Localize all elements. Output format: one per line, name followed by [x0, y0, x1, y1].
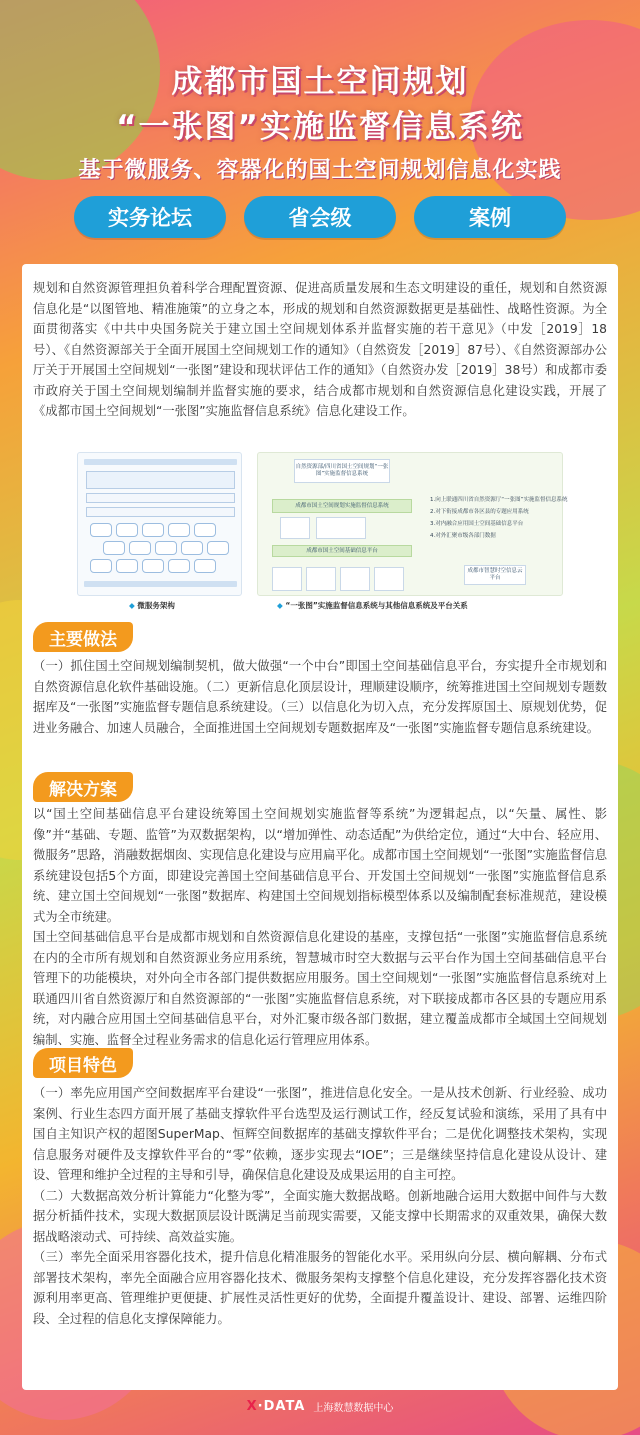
- city-system-box: 成都市国土空间规划实施监督信息系统: [272, 499, 412, 513]
- relation-note-2: 2.对下衔接成都市各区县的专题应用系统: [430, 509, 529, 515]
- relation-note-3: 3.对内融合应用国土空间基础信息平台: [430, 521, 524, 527]
- section-heading-main-practice: 主要做法: [33, 622, 133, 652]
- subtitle: 基于微服务、容器化的国土空间规划信息化实践: [78, 158, 562, 183]
- footer-org-name: 上海数慧数据中心: [313, 1402, 394, 1414]
- figure-caption-left: ◆ 微服务架构: [129, 600, 175, 611]
- section-heading-solution: 解决方案: [33, 772, 133, 802]
- logo-x-mark: X: [246, 1398, 258, 1414]
- ministry-system-box: 自然资源部/四川省国土空间规划“一张图”实施监督信息系统: [294, 459, 390, 483]
- tag-row: [0, 196, 640, 238]
- figure-area: [77, 452, 568, 612]
- section-body-features: （一）率先应用国产空间数据库平台建设“一张图”，推进信息化安全。一是从技术创新、行业经验、成功案例、行业生态四方面开展了基础支撑软件平台选型及运行测试工作，经反复试验和演练，采用了具有中国自主知识产权的超图SuperMap、恒辉空间数据库的基础支撑软件平台；二是优化调整技术架构，实现信息服务对硬件及支撑软件平台的“零”依赖，逐步实现去“IOE”；三是继续坚持信息化建设从设计、建设、管理和维护全过程的主导和引导，确保信息化建设及成果运用的自主可控。 （二）大数据高效分析计算能力“化整为零”，全面实施大数据战略。创新地融合运用大数据中间件与大数据分析插件技术，实现大数据顶层设计既满足当前现实需要，又能支撑中长期需求的双重效果，确保大数据战略滚动式、可持续、高效益实施。 （三）率先全面采用容器化技术，提升信息化精准服务的智能化水平。采用纵向分层、横向解耦、分布式部署技术架构，率先全面融合应用容器化技术、微服务架构支撑整个信息化建设，充分发挥容器化技术资源利用率更高、管理维护更便捷、扩展性灵活性更好的优势，全面提升覆盖设计、建设、部署、运维四阶段、全过程的信息化支撑保障能力。: [33, 1086, 607, 1326]
- section-body-solution: 以“国土空间基础信息平台建设统筹国土空间规划实施监督等系统”为逻辑起点，以“矢量、属性、影像”并“基础、专题、监管”为双数据架构，以“增加弹性、动态适配”为供给定位，通过“大中台、轻应用、微服务”思路，消融数据烟囱、实现信息化建设与应用扁平化。成都市国土空间规划“一张图”实施监督信息系统建设包括5个方面，即建设完善国土空间基础信息平台、开发国土空间规划“一张图”实施监督信息系统、建立国土空间规划“一张图”数据库、构建国土空间规划指标模型体系以及编制配套标准规范，建设模式为全市统建。 国土空间基础信息平台是成都市规划和自然资源信息化建设的基座，支撑包括“一张图”实施监督信息系统在内的全市所有规划和自然资源业务应用系统，智慧城市时空大数据与云平台作为国土空间基础信息平台管理下的功能模块，对外向全市各部门提供数据应用服务。国土空间规划“一张图”实施监督信息系统对上联通四川省自然资源厅和自然资源部的“一张图”实施监督信息系统，对下联接成都市各区县的专题应用系统，对内融合应用国土空间基础信息平台，对外汇聚市级各部门数据，建立覆盖成都市全域国土空间规划编制、实施、监督全过程业务需求的信息化运行管理应用体系。: [33, 807, 607, 1047]
- tag-forum: 实务论坛: [74, 196, 226, 238]
- poster-header: [0, 0, 640, 270]
- tag-case: 案例: [414, 196, 566, 238]
- microservice-architecture-figure: [77, 452, 242, 596]
- smart-cloud-box: 成都市智慧时空信息云平台: [464, 565, 526, 585]
- footer-logo: [247, 1399, 306, 1414]
- relation-note-4: 4.对外汇聚市级各部门数据: [430, 533, 496, 539]
- system-relation-figure: [257, 452, 568, 596]
- title-line-2: “一张图”实施监督信息系统: [116, 109, 524, 145]
- section-heading-features: 项目特色: [33, 1048, 133, 1078]
- tag-level: 省会级: [244, 196, 396, 238]
- content-card: [22, 264, 618, 1390]
- logo-wordmark: ·DATA: [257, 1398, 306, 1414]
- relation-note-1: 1.向上联通四川省自然资源厅“一张图”实施监督信息系统: [430, 497, 568, 503]
- base-platform-box: 成都市国土空间基础信息平台: [272, 545, 412, 557]
- section-body-main-practice: （一）抓住国土空间规划编制契机，做大做强“一个中台”即国土空间基础信息平台，夯实提升全市规划和自然资源信息化软件基础设施。（二）更新信息化顶层设计，理顺建设顺序，统筹推进国土空间规划专题数据库及“一张图”实施监督专题信息系统建设。（三）以信息化为切入点，充分发挥原国土、原规划优势，促进业务融合、加速人员融合，全面推进国土空间规划专题数据库及“一张图”实施监督专题信息系统建设。: [33, 659, 607, 735]
- intro-paragraph: 规划和自然资源管理担负着科学合理配置资源、促进高质量发展和生态文明建设的重任，规划和自然资源信息化是“以图管地、精准施策”的立身之本，形成的规划和自然资源数据更是基础性、战略性资源。为全面贯彻落实《中共中央国务院关于建立国土空间规划体系并监督实施的若干意见》（中发［2019］18号）、《自然资源部关于全面开展国土空间规划工作的通知》（自然资发［2019］87号）、《自然资源部办公厅关于开展国土空间规划“一张图”建设和现状评估工作的通知》（自然资办发［2019］38号）和成都市委市政府关于国土空间规划编制并监督实施的要求，结合成都市规划和自然资源信息化建设实践，开展了《成都市国土空间规划“一张图”实施监督信息系统》信息化建设工作。: [33, 281, 607, 418]
- footer: [0, 1394, 640, 1418]
- figure-caption-right: ◆ “一张图”实施监督信息系统与其他信息系统及平台关系: [277, 600, 468, 611]
- title-line-1: 成都市国土空间规划: [171, 64, 469, 100]
